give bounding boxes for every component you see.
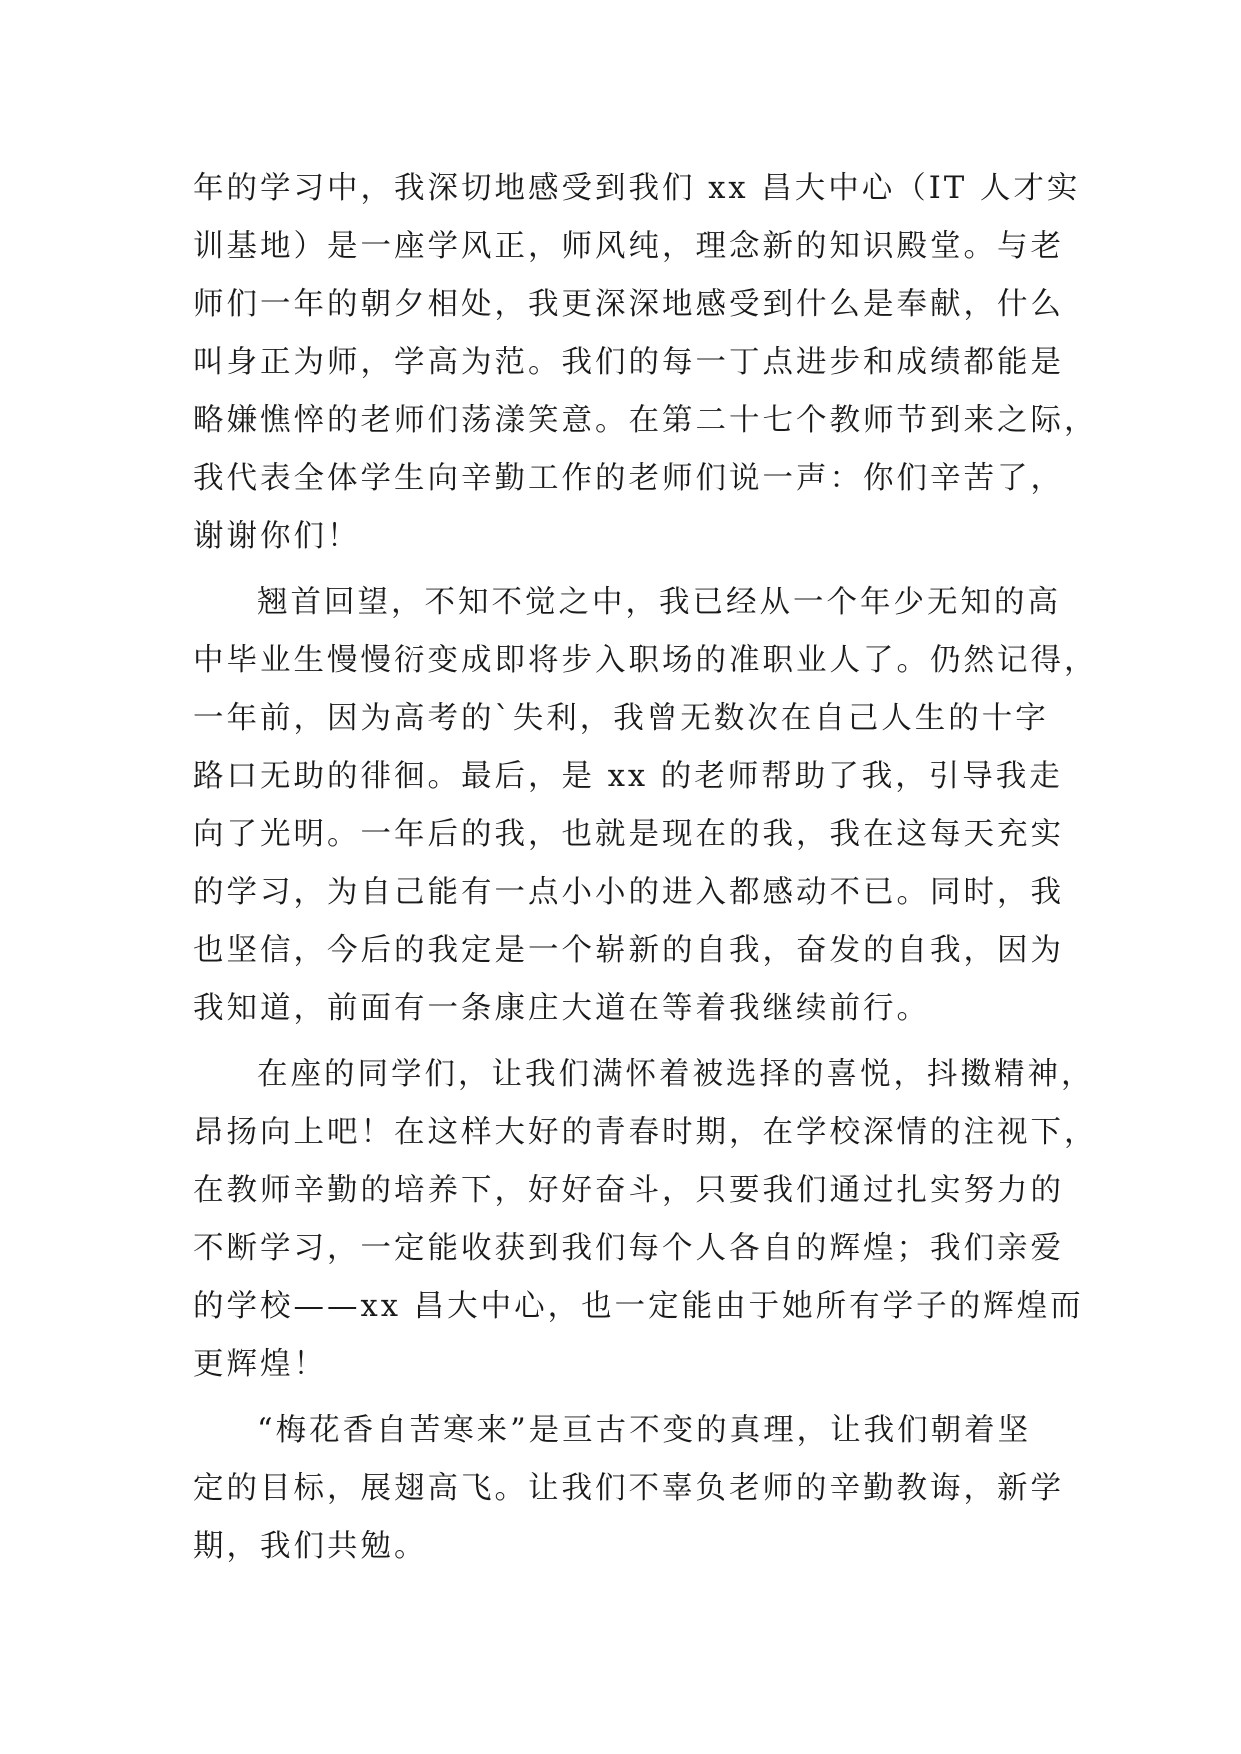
paragraph-2 — [193, 574, 1098, 1038]
text-line: 向了光明。一年后的我，也就是现在的我，我在这每天充实 — [193, 817, 1064, 852]
text-line: 期，我们共勉。 — [193, 1529, 428, 1564]
text-line: 定的目标，展翅高飞。让我们不辜负老师的辛勤教诲，新学 — [193, 1471, 1064, 1506]
text-line: 的学习，为自己能有一点小小的进入都感动不已。同时，我 — [193, 875, 1064, 910]
text-line: 叫身正为师，学高为范。我们的每一丁点进步和成绩都能是 — [193, 345, 1064, 380]
text-line: 训基地）是一座学风正，师风纯，理念新的知识殿堂。与老 — [193, 229, 1064, 264]
text-line: 在座的同学们，让我们满怀着被选择的喜悦，抖擞精神， — [257, 1057, 1095, 1092]
text-line: 也坚信，今后的我定是一个崭新的自我，奋发的自我，因为 — [193, 933, 1064, 968]
paragraph-4 — [193, 1402, 1064, 1576]
text-line: 路口无助的徘徊。最后，是 xx 的老师帮助了我，引导我走 — [193, 759, 1063, 794]
text-line: 中毕业生慢慢衍变成即将步入职场的准职业人了。仍然记得， — [193, 643, 1098, 678]
text-line: 更辉煌！ — [193, 1347, 327, 1382]
document-body — [193, 160, 1098, 1576]
text-line: 昂扬向上吧！在这样大好的青春时期，在学校深情的注视下， — [193, 1115, 1098, 1150]
paragraph-1 — [193, 160, 1098, 566]
text-line: 年的学习中，我深切地感受到我们 xx 昌大中心（IT 人才实 — [193, 171, 1081, 206]
text-line: 翘首回望，不知不觉之中，我已经从一个年少无知的高 — [257, 585, 1061, 620]
text-line: 不断学习，一定能收获到我们每个人各自的辉煌；我们亲爱 — [193, 1231, 1064, 1266]
text-line: 的学校——xx 昌大中心，也一定能由于她所有学子的辉煌而 — [193, 1289, 1084, 1324]
text-line: 我知道，前面有一条康庄大道在等着我继续前行。 — [193, 991, 930, 1026]
text-line: 谢谢你们！ — [193, 519, 361, 554]
text-line: 在教师辛勤的培养下，好好奋斗，只要我们通过扎实努力的 — [193, 1173, 1064, 1208]
text-line: 我代表全体学生向辛勤工作的老师们说一声：你们辛苦了， — [193, 461, 1064, 496]
text-line: “梅花香自苦寒来”是亘古不变的真理，让我们朝着坚 — [257, 1413, 1032, 1448]
paragraph-3 — [193, 1046, 1098, 1394]
text-line: 略嫌憔悴的老师们荡漾笑意。在第二十七个教师节到来之际， — [193, 403, 1098, 438]
text-line: 师们一年的朝夕相处，我更深深地感受到什么是奉献，什么 — [193, 287, 1064, 322]
text-line: 一年前，因为高考的`失利，我曾无数次在自己人生的十字 — [193, 701, 1049, 736]
